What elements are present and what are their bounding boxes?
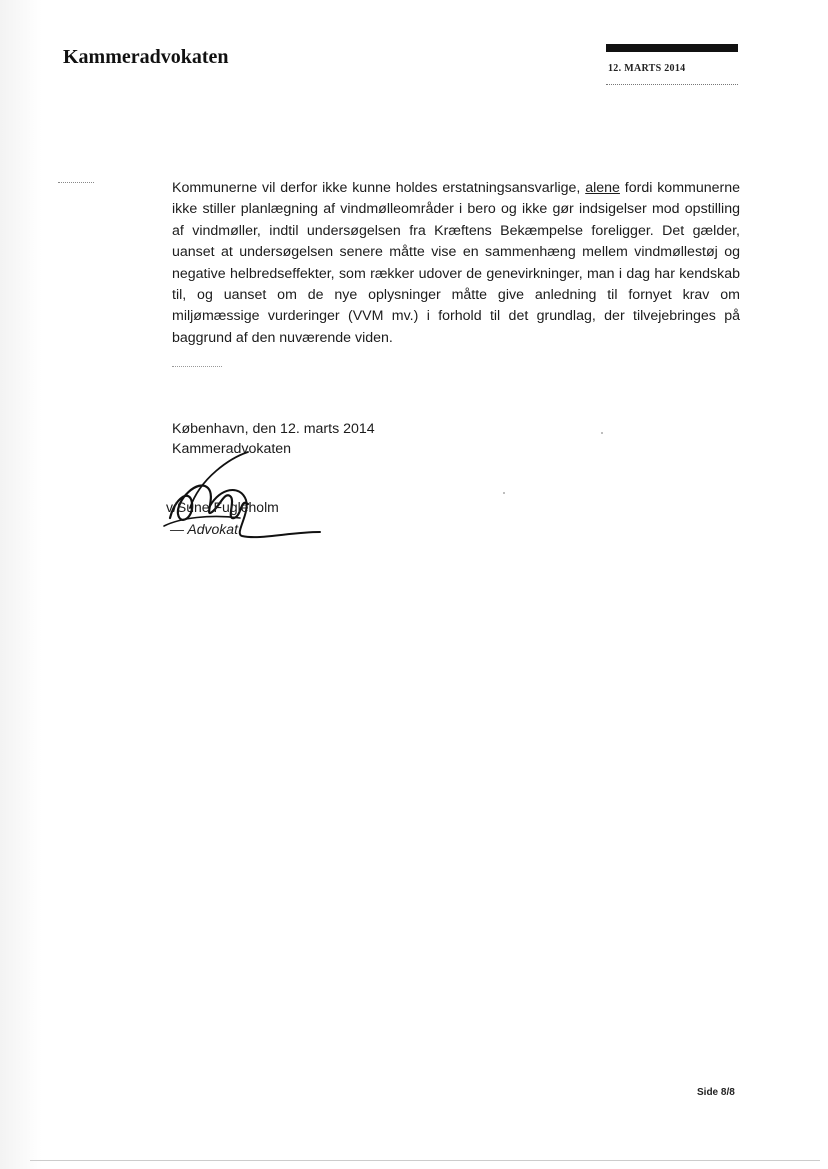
document-date: 12. MARTS 2014: [608, 63, 686, 74]
body-paragraph: [172, 178, 740, 349]
page-number: Side 8/8: [697, 1087, 735, 1098]
closing-firm: Kammeradvokaten: [172, 441, 292, 457]
signer-title: — Advokat: [170, 521, 238, 537]
page-bottom-edge: [30, 1160, 820, 1161]
scan-speck: [601, 432, 603, 434]
signer-name: v/Sune Fugleholm: [166, 499, 279, 515]
paragraph-text-start: Kommunerne vil derfor ikke kunne holdes erstatningsansvarlige,: [172, 180, 586, 196]
date-rule: [606, 84, 738, 85]
scan-speck: [503, 492, 505, 494]
firm-name: Kammeradvokaten: [63, 46, 229, 68]
scan-edge-shadow: [0, 0, 42, 1169]
place-and-date: København, den 12. marts 2014: [172, 421, 375, 437]
date-redaction-bar: [606, 44, 738, 52]
section-separator: [172, 366, 222, 367]
paragraph-emphasis: alene: [585, 180, 620, 196]
margin-mark: [58, 182, 94, 183]
paragraph-text-end: fordi kommunerne ikke stiller planlægning af vindmølleområder i bero og ikke gør indsigelser mod opstilling af vindmøller, indtil undersøgelsen fra Kræftens Bekæmpelse foreligger. Det gælder, uanset at undersøgelsen senere måtte vise en sammenhæng mellem vindmøllestøj og negative helbredseffekter, som rækker udover de genevirkninger, man i dag har kendskab til, og uanset om de nye oplysninger måtte give anledning til fornyet krav om miljømæssige vurderinger (VVM mv.) i forhold til det grundlag, der tilvejebringes på baggrund af den nuværende viden.: [172, 180, 741, 346]
